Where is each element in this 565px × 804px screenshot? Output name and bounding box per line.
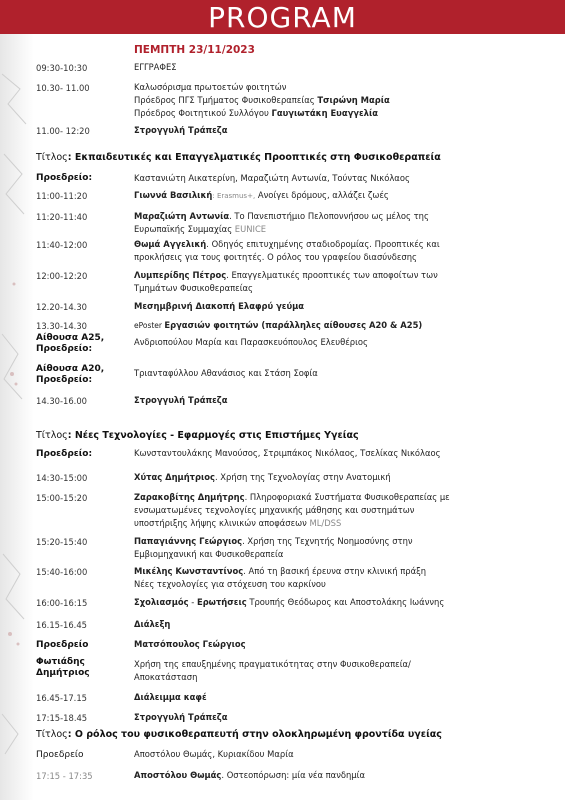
discussion: Σχολιασμός - Ερωτήσεις Τρουπής Θεόδωρος και Αποστολάκης Ιωάννης (134, 597, 445, 607)
page-title: PROGRAM (208, 1, 357, 34)
talk-1d-line-2: Τμημάτων Φυσικοθεραπείας (134, 283, 253, 293)
lecture-topic-line-2: Αποκατάσταση (134, 672, 198, 682)
talk-2b-line-1: Ζαρακοβίτης Δημήτρης. Πληροφοριακά Συστήματα Φυσικοθεραπείας με (134, 492, 450, 502)
lecture: Διάλεξη (134, 619, 171, 629)
talk-2c-line-1: Παπαγιάννης Γεώργιος. Χρήση της Τεχνητής Νοημοσύνης στην (134, 536, 413, 546)
talk-2a: Χύτας Δημήτριος. Χρήση της Τεχνολογίας στην Ανατομική (134, 472, 391, 482)
chair-label-2: Προεδρείο: (36, 449, 93, 459)
chair-label-3: Προεδρείο (36, 750, 84, 760)
talk-1b-line-2: Ευρωπαϊκής Συμμαχίας EUNICE (134, 224, 267, 234)
room-a20-label-1: Αίθουσα Α20, (36, 364, 105, 374)
time-eposter: 13.30-14.30 (36, 321, 87, 331)
room-a25-chairs: Ανδριοπούλου Μαρία και Παρασκευόπουλος Ελευθέριος (134, 337, 368, 347)
talk-1a: Γιωννά Βασιλική: Erasmus+, Ανοίγει δρόμους, αλλάζει ζωές (134, 190, 389, 200)
registration-text: ΕΓΓΡΑΦΕΣ (134, 62, 177, 72)
talk-2d-line-1: Μικέλης Κωνσταντίνος. Από τη βασική έρευνα στην κλινική πράξη (134, 566, 427, 576)
lunch-break: Μεσημβρινή Διακοπή Ελαφρύ γεύμα (134, 301, 305, 311)
chair-text-2: Κωνσταντουλάκης Μανούσος, Στριμπάκος Νικόλαος, Τσελίκας Νικόλαος (134, 448, 441, 458)
time-talk-2a: 14:30-15:00 (36, 473, 88, 483)
time-talk-2b: 15:00-15:20 (36, 493, 88, 503)
chair-text-1: Καστανιώτη Αικατερίνη, Μαραζιώτη Αντωνία, Τούντας Νικόλαος (134, 173, 410, 183)
talk-2b-line-2: ενσωματωμένες τεχνολογίες μηχανικής μάθησης και συστημάτων (134, 505, 415, 515)
time-registration: 09:30-10:30 (36, 63, 88, 73)
lecture-chair: Ματσόπουλος Γεώργιος (134, 639, 246, 649)
time-talk-2d: 15:40-16:00 (36, 567, 88, 577)
roundtable-2: Στρογγυλή Τράπεζα (134, 395, 228, 405)
talk-1b-line-1: Μαραζιώτη Αντωνία. Το Πανεπιστήμιο Πελοποννήσου ως μέλος της (134, 211, 429, 221)
room-a20-label-2: Προεδρείο: (36, 375, 93, 385)
eposter-session: ePoster Εργασιών φοιτητών (παράλληλες αίθουσες Α20 & Α25) (134, 320, 423, 330)
talk-2c-line-2: Εμβιομηχανική και Φυσικοθεραπεία (134, 549, 284, 559)
roundtable-3: Στρογγυλή Τράπεζα (134, 712, 228, 722)
time-roundtable-1: 11.00- 12:20 (36, 126, 90, 136)
roundtable-1: Στρογγυλή Τράπεζα (134, 125, 228, 135)
talk-1d-line-1: Λυμπερίδης Πέτρος. Επαγγελματικές προοπτικές των αποφοίτων των (134, 270, 438, 280)
talk-3a: Αποστόλου Θωμάς. Οστεοπόρωση: μία νέα πανδημία (134, 770, 365, 780)
talk-2d-line-2: Νέες τεχνολογίες για στόχευση του καρκίνου (134, 579, 326, 589)
time-roundtable-2: 14.30-16.00 (36, 396, 87, 406)
time-talk-1b: 11:20-11:40 (36, 212, 88, 222)
lecture-topic-line-1: Χρήση της επαυξημένης πραγματικότητας στην Φυσικοθεραπεία/ (134, 659, 411, 669)
coffee-break: Διάλειμμα καφέ (134, 692, 207, 702)
talk-2b-line-3: υποστήριξης λήψης κλινικών αποφάσεων ML/DSS (134, 518, 342, 528)
time-welcome: 10.30- 11.00 (36, 83, 90, 93)
chair-text-3: Αποστόλου Θωμάς, Κυριακίδου Μαρία (134, 749, 294, 759)
time-talk-1d: 12:00-12:20 (36, 271, 88, 281)
welcome-line-3: Πρόεδρος Φοιτητικού Συλλόγου Γαυγιωτάκη Ευαγγελία (134, 108, 378, 118)
time-talk-3a: 17:15 - 17:35 (36, 771, 93, 781)
branch-decoration-icon (0, 34, 34, 800)
section-title-2: Τίτλος: Νέες Τεχνολογίες - Εφαρμογές στις Επιστήμες Υγείας (36, 430, 359, 441)
time-talk-2c: 15:20-15:40 (36, 537, 88, 547)
time-roundtable-3: 17:15-18.45 (36, 713, 88, 723)
section-title-1: Τίτλος: Εκπαιδευτικές και Επαγγελματικές Προοπτικές στη Φυσικοθεραπεία (36, 152, 441, 163)
chair-label-1: Προεδρείο: (36, 173, 93, 183)
speaker-name-1: Φωτιάδης (36, 657, 85, 667)
time-talk-1c: 11:40-12:00 (36, 240, 88, 250)
room-a20-chairs: Τριανταφύλλου Αθανάσιος και Στάση Σοφία (134, 368, 318, 378)
room-a25-label-2: Προεδρείο: (36, 344, 93, 354)
day-heading: ΠΕΜΠΤΗ 23/11/2023 (134, 44, 255, 56)
header-banner (0, 0, 565, 34)
lecture-chair-label: Προεδρείο (36, 640, 89, 650)
time-lecture: 16.15-16.45 (36, 620, 87, 630)
talk-1c-line-2: προκλήσεις για τους φοιτητές. Ο ρόλος του γραφείου διασύνδεσης (134, 252, 417, 262)
speaker-name-2: Δημήτριος (36, 668, 90, 678)
time-discussion: 16:00-16:15 (36, 598, 88, 608)
decorative-branch-strip (0, 34, 34, 800)
time-talk-1a: 11:00-11:20 (36, 191, 88, 201)
talk-1c-line-1: Θωμά Αγγελική. Οδηγός επιτυχημένης σταδιοδρομίας. Προοπτικές και (134, 239, 440, 249)
time-lunch: 12.20-14.30 (36, 302, 87, 312)
time-coffee: 16.45-17.15 (36, 693, 87, 703)
welcome-line-2: Πρόεδρος ΠΓΣ Τμήματος Φυσικοθεραπείας Τσιρώνη Μαρία (134, 95, 390, 105)
section-title-3: Τίτλος: Ο ρόλος του φυσικοθεραπευτή στην ολοκληρωμένη φροντίδα υγείας (36, 729, 442, 740)
room-a25-label-1: Αίθουσα Α25, (36, 333, 105, 343)
welcome-line-1: Καλωσόρισμα πρωτοετών φοιτητών (134, 82, 287, 92)
